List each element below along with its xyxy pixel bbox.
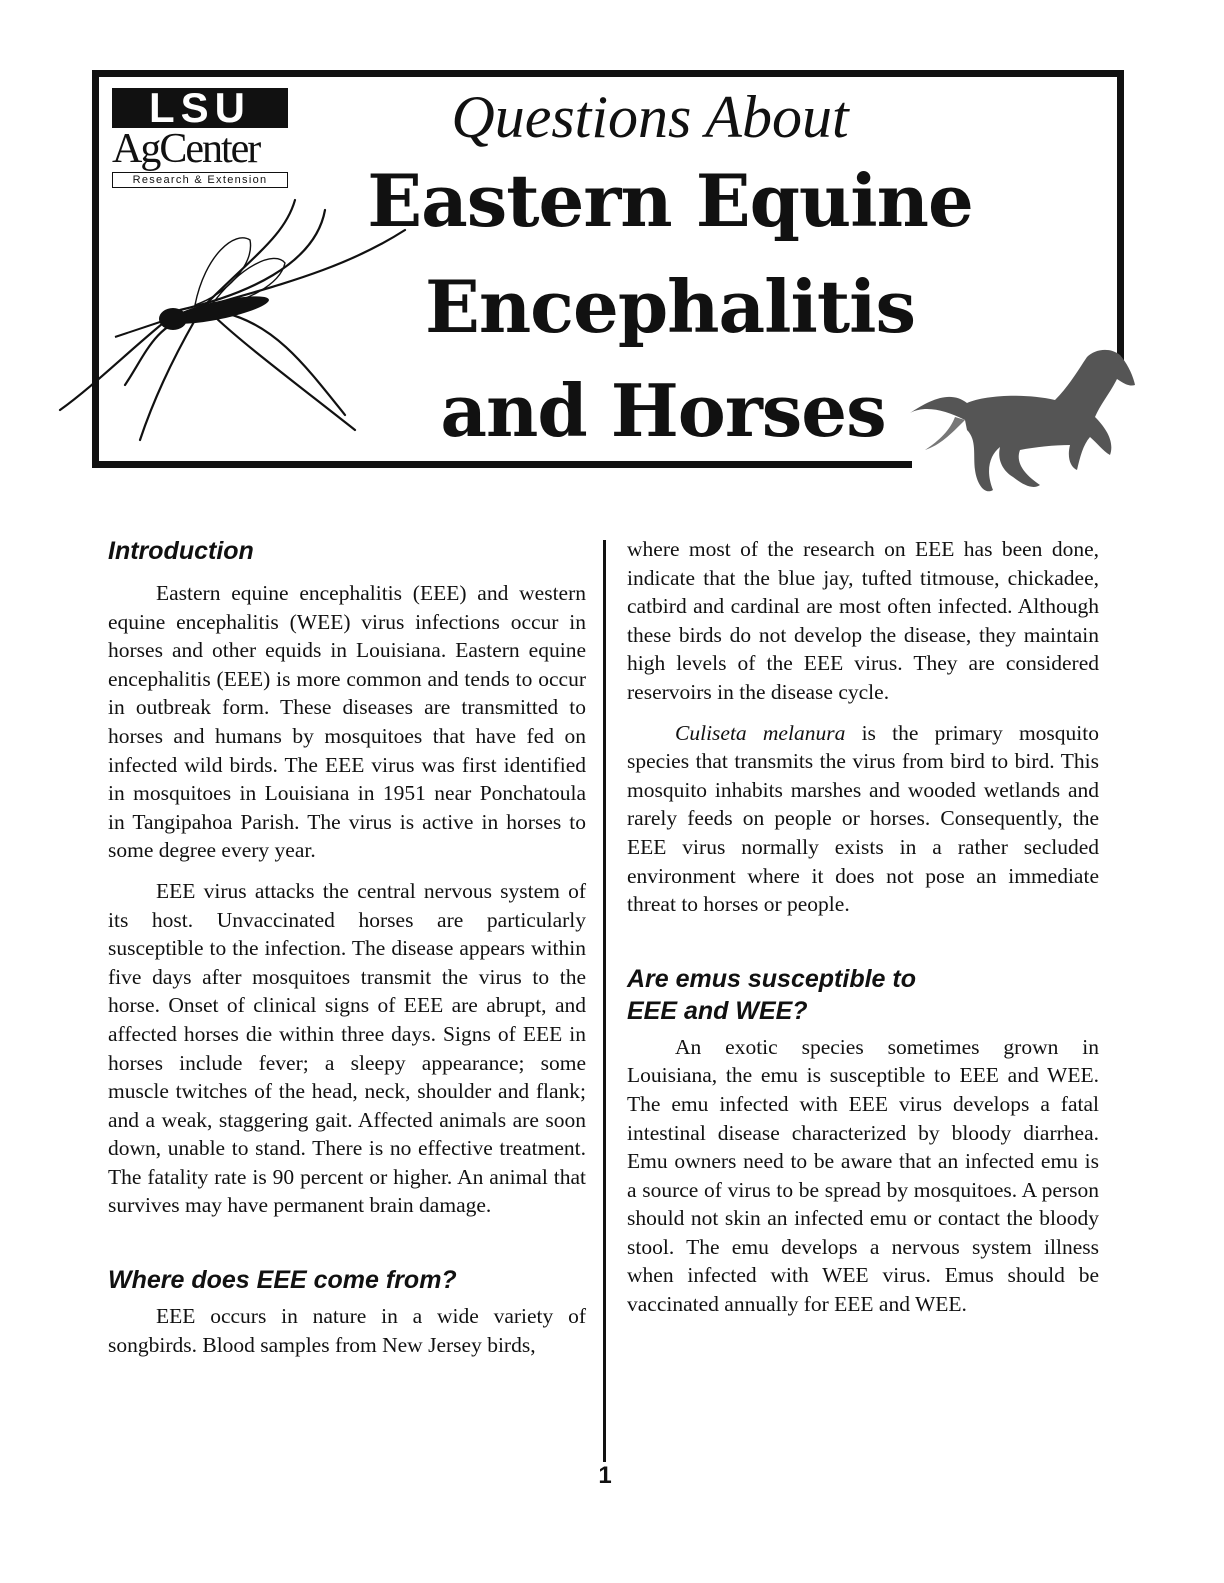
- emus-paragraph-1: An exotic species sometimes grown in Louisiana, the emu is susceptible to EEE and WEE. The emu infected with EEE virus develops a fatal intestinal disease characterized by bloody diarrhea. Emu owners need to be aware that an infected emu is a source of virus to be spread by mosquitoes. A person should not skin an infected emu or contact the bloody stool. The emu develops a nervous system illness when infected with WEE virus. Emus should be vaccinated annually for EEE and WEE.: [627, 1034, 1099, 1317]
- left-column: [108, 535, 586, 1359]
- right-column: [627, 535, 1099, 1319]
- title-questions-about: Questions About: [451, 84, 849, 150]
- column-divider: [603, 540, 606, 1462]
- where-paragraph-2-text: is the primary mosquito species that transmits the virus from bird to bird. This mosquito inhabits marshes and wooded wetlands and rarely feeds on people or horses. Consequently, the EEE virus normally exists in a rather secluded environment where it does not pose an immediate threat to horses or people.: [627, 720, 1099, 917]
- title-line-2: Encephalitis: [424, 264, 916, 349]
- emus-heading-line-2: EEE and WEE?: [627, 996, 808, 1025]
- species-name: Culiseta melanura: [675, 720, 846, 745]
- header-frame-right-edge: [1117, 70, 1124, 360]
- logo-agcenter-text: AgCenter: [112, 126, 260, 172]
- heading-introduction: Introduction: [108, 537, 254, 565]
- intro-paragraph-2: EEE virus attacks the central nervous system of its host. Unvaccinated horses are particularly susceptible to the infection. The disease appears within five days after mosquitoes transmit the virus to the horse. Onset of clinical signs of EEE are abrupt, and affected horses die within three days. Signs of EEE in horses include fever; a sleepy appearance; some muscle twitches of the head, neck, shoulder and flank; and a weak, staggering gait. Affected animals are soon down, unable to stand. There is no effective treatment. The fatality rate is 90 percent or higher. An animal that survives may have permanent brain damage.: [108, 878, 586, 1218]
- lsu-agcenter-logo: [112, 84, 288, 190]
- heading-are-emus-susceptible: [627, 963, 1099, 1027]
- title-line-1: Eastern Equine: [367, 158, 973, 243]
- header-frame-bottom-edge: [92, 461, 912, 468]
- heading-where-does-eee-come-from: Where does EEE come from?: [108, 1266, 457, 1295]
- where-paragraph-2: [627, 719, 1099, 919]
- horse-illustration: [905, 345, 1140, 510]
- page-number: 1: [598, 1462, 612, 1489]
- title-line-3: and Horses: [440, 368, 886, 453]
- intro-paragraph-1: Eastern equine encephalitis (EEE) and western equine encephalitis (WEE) virus infections occur in horses and other equids in Louisiana. Eastern equine encephalitis (EEE) is more common and tends to occur in outbreak form. These diseases are transmitted to horses and humans by mosquitoes that have fed on infected wild birds. The EEE virus was first identified in mosquitoes in Louisiana in 1951 near Ponchatoula in Tangipahoa Parish. The virus is active in horses to some degree every year.: [108, 581, 586, 863]
- logo-tagline: Research & Extension: [112, 172, 288, 188]
- emus-heading-line-1: Are emus susceptible to: [627, 964, 916, 993]
- where-paragraph-1: EEE occurs in nature in a wide variety of songbirds. Blood samples from New Jersey birds,: [108, 1304, 586, 1357]
- logo-lsu-text: LSU: [112, 88, 288, 128]
- where-paragraph-1-continued: where most of the research on EEE has been done, indicate that the blue jay, tufted titmouse, chickadee, catbird and cardinal are most often infected. Although these birds do not develop the disease, they maintain high levels of the EEE virus. They are considered reservoirs in the disease cycle.: [627, 537, 1099, 704]
